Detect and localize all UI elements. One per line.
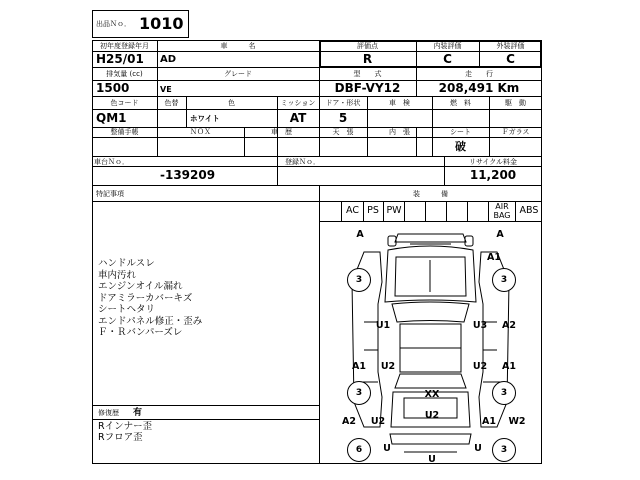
service-book-label: 整備手帳: [110, 128, 139, 136]
damage-mark: XX: [424, 389, 440, 400]
recycle-fee: 11,200: [469, 168, 517, 182]
equipment-cell-empty: [405, 201, 426, 221]
recycle-label: リサイクル料金: [468, 158, 518, 166]
repair-line: Rフロア歪: [98, 432, 143, 443]
evaluation-score: R: [362, 52, 373, 66]
remark-line: ハンドルスレ: [98, 258, 155, 269]
damage-mark: U2: [424, 410, 440, 421]
doors-label: ドア・形状: [325, 99, 361, 107]
remark-line: エンドパネル修正・歪み: [98, 315, 203, 327]
drive-label: 駆 動: [505, 99, 526, 107]
registration-label: 登録Ｎｏ．: [285, 158, 320, 166]
interior-score: C: [443, 52, 452, 66]
lot-number: 1010: [139, 14, 184, 33]
score-label: 評価点: [357, 42, 378, 50]
mileage: 208,491 Km: [438, 81, 520, 95]
damage-mark: A1: [352, 361, 366, 372]
equipment-cell-abs: ABS: [519, 205, 539, 216]
remark-line: Ｆ・Ｒバンパーズレ: [98, 327, 183, 338]
car-history-label: 車 歴: [271, 128, 292, 136]
damage-mark: U1: [375, 320, 391, 331]
damage-mark: U: [428, 454, 436, 465]
equipment-cell-empty: [468, 201, 489, 221]
grade-label: グレード: [224, 70, 252, 78]
color-label: 色: [228, 99, 235, 107]
damage-mark: A: [356, 229, 364, 240]
exterior-score: C: [506, 52, 515, 66]
repair-line: Rインナー歪: [98, 421, 153, 432]
chassis-number: -139209: [160, 168, 216, 182]
displacement: 1500: [96, 81, 130, 95]
body-color: ホワイト: [190, 114, 220, 123]
car-model: AD: [160, 54, 177, 65]
chassis-label: 車台Ｎｏ．: [94, 158, 129, 166]
equipment-cell-airbag: AIR BAG: [489, 201, 516, 222]
transmission: AT: [289, 111, 307, 125]
seat-label: シート: [450, 128, 471, 136]
equipment-label: 装 備: [413, 190, 448, 198]
type-label: 型 式: [353, 70, 382, 78]
first-registration: H25/01: [96, 52, 144, 66]
equipment-cell-pw: PW: [384, 201, 405, 221]
color-code: QM1: [96, 111, 127, 125]
tire-front-right-icon: 3: [492, 268, 516, 292]
damage-mark: A1: [502, 361, 516, 372]
remark-line: 車内汚れ: [98, 269, 137, 281]
color-change-label: 色替: [164, 99, 179, 107]
front-glass-label: Ｆガラス: [501, 128, 530, 136]
spare-tire-left-icon: 6: [347, 438, 371, 462]
inspection-label: 車 検: [389, 99, 410, 107]
damage-mark: A1: [482, 416, 496, 427]
equipment-cell-empty: [426, 201, 447, 221]
damage-mark: U2: [370, 416, 386, 427]
damage-mark: U: [383, 443, 391, 454]
damage-mark: A2: [342, 416, 356, 427]
equipment-cell-empty: [447, 201, 468, 221]
damage-mark: U3: [472, 320, 488, 331]
lot-label: 出品Ｎｏ．: [96, 20, 131, 28]
nox-label: ＮＯＸ: [190, 128, 211, 136]
model-label: 車 名: [220, 42, 256, 50]
spare-tire-right-icon: 3: [492, 438, 516, 462]
mission-label: ミッション: [280, 99, 316, 107]
grade: VE: [160, 85, 172, 94]
damage-mark: W2: [508, 416, 526, 427]
tire-rear-left-icon: 3: [347, 381, 371, 405]
year-label: 初年度登録年月: [100, 42, 149, 50]
door-count: 5: [338, 111, 348, 125]
interior-trim-label: 内 張: [389, 128, 410, 136]
fuel-label: 燃 料: [450, 99, 471, 107]
remark-line: ドアミラーカバーキズ: [98, 292, 193, 304]
damage-mark: A: [496, 229, 504, 240]
color-code-label: 色コード: [110, 99, 139, 107]
interior-label: 内装評価: [433, 42, 462, 50]
equipment-cell-ps: PS: [363, 201, 384, 221]
damage-mark: A1: [487, 252, 501, 263]
equipment-cell-ac: AC: [341, 201, 364, 221]
remark-line: エンジンオイル漏れ: [98, 281, 183, 292]
damage-mark: U2: [472, 361, 488, 372]
tire-front-left-icon: 3: [347, 268, 371, 292]
damage-mark: A2: [502, 320, 516, 331]
tire-rear-right-icon: 3: [492, 381, 516, 405]
repair-history-value: 有: [133, 408, 143, 418]
repair-history-label: 修復歴: [98, 409, 119, 417]
model-type: DBF-VY12: [334, 81, 401, 95]
mileage-label: 走 行: [465, 70, 493, 78]
damage-mark: U: [474, 443, 482, 454]
remark-line: シートヘタリ: [98, 304, 156, 315]
seat-condition: 破: [455, 140, 466, 153]
lot-number-box: [92, 10, 189, 38]
exterior-label: 外装評価: [496, 42, 525, 50]
ceiling-label: 天 張: [332, 128, 354, 136]
displacement-label: 排気量 (cc): [106, 70, 143, 78]
damage-mark: U2: [380, 361, 396, 372]
remarks-label: 特記事項: [96, 190, 124, 198]
